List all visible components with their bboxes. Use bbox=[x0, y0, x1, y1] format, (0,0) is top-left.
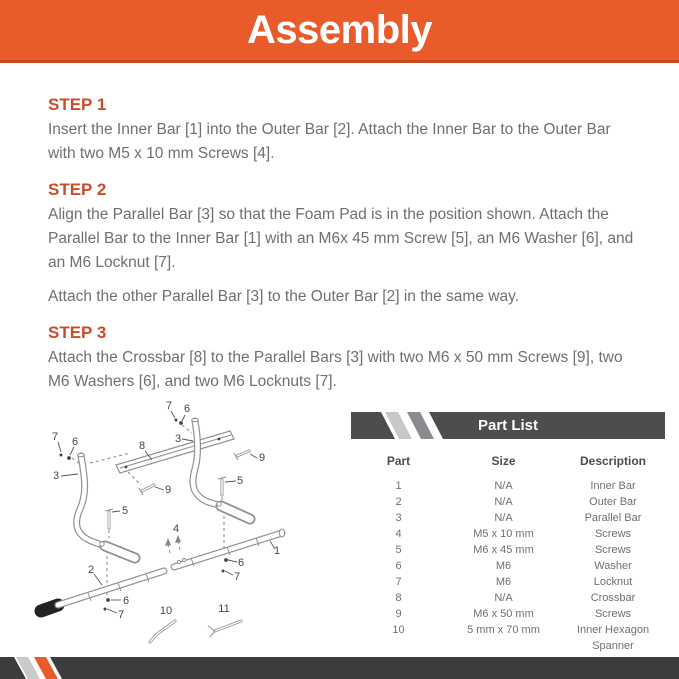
table-cell: Parallel Bar bbox=[584, 512, 642, 524]
step-2-text-1: Align the Parallel Bar [3] so that the Foam Pad is in the position shown. Attach the Parallel Bar to the Inner Bar [1] with an M6x 45 mm Screw [5], an M6 Washer [6], and an M6 Locknut [7]. bbox=[48, 206, 634, 271]
callout-6b: 6 bbox=[122, 595, 130, 607]
callout-6: 6 bbox=[71, 436, 79, 448]
table-cell: 2 bbox=[395, 496, 402, 508]
table-cell: Screws bbox=[594, 544, 632, 556]
part-list-title: Part List bbox=[477, 417, 538, 434]
callout-7d: 7 bbox=[233, 571, 241, 583]
dashed-guides bbox=[72, 425, 224, 596]
table-cell: 6 bbox=[395, 560, 402, 572]
table-cell: Crossbar bbox=[590, 592, 636, 604]
table-cell: 5 mm x 70 mm bbox=[467, 624, 540, 636]
table-cell: Inner Bar bbox=[590, 480, 636, 492]
table-cell: Inner Hexagon Spanner bbox=[576, 624, 650, 652]
table-row bbox=[351, 478, 665, 494]
callout-8: 8 bbox=[138, 440, 146, 452]
table-header-row bbox=[351, 452, 665, 478]
table-cell: Screws bbox=[594, 528, 632, 540]
steps-section bbox=[0, 63, 679, 394]
table-cell: M6 bbox=[495, 560, 512, 572]
step-1-heading: STEP 1 bbox=[48, 95, 107, 114]
inner-bar-part bbox=[174, 529, 285, 567]
callout-7: 7 bbox=[51, 431, 59, 443]
part-list-table bbox=[351, 452, 665, 670]
step-1-text: Insert the Inner Bar [1] into the Outer Bar [2]. Attach the Inner Bar to the Outer Bar with two M5 x 10 mm Screws [4]. bbox=[48, 121, 611, 162]
callout-6c: 6 bbox=[183, 403, 191, 415]
table-cell: M5 x 10 mm bbox=[473, 528, 534, 540]
table-cell: 5 bbox=[395, 544, 402, 556]
table-cell: Locknut bbox=[593, 576, 633, 588]
callout-5b: 5 bbox=[236, 475, 244, 487]
table-cell: 9 bbox=[395, 608, 402, 620]
step-3-heading: STEP 3 bbox=[48, 323, 107, 342]
table-cell: N/A bbox=[494, 512, 513, 524]
column-header-description: Description bbox=[579, 454, 646, 468]
callout-9: 9 bbox=[164, 484, 172, 496]
callout-6d: 6 bbox=[237, 557, 245, 569]
callout-7c: 7 bbox=[165, 400, 173, 412]
hex-spanner-part bbox=[150, 621, 175, 642]
table-cell: Washer bbox=[594, 560, 632, 572]
table-row bbox=[351, 510, 665, 526]
page-footer bbox=[0, 657, 679, 679]
column-header-size: Size bbox=[491, 454, 516, 468]
step-2 bbox=[48, 180, 641, 309]
page-title: Assembly bbox=[247, 7, 432, 52]
callout-5: 5 bbox=[121, 505, 129, 517]
page-header bbox=[0, 0, 679, 63]
step-2-text-2: Attach the other Parallel Bar [3] to the Outer Bar [2] in the same way. bbox=[48, 288, 519, 305]
wrench-part bbox=[208, 621, 241, 637]
callout-7b: 7 bbox=[117, 609, 125, 621]
table-row bbox=[351, 526, 665, 542]
exploded-view-diagram bbox=[14, 394, 336, 654]
callout-3b: 3 bbox=[174, 433, 182, 445]
callout-2: 2 bbox=[87, 564, 95, 576]
outer-bar-part bbox=[41, 571, 164, 611]
footer-stripes bbox=[0, 657, 679, 679]
table-cell: 4 bbox=[395, 528, 402, 540]
table-cell: 3 bbox=[395, 512, 402, 524]
callout-4: 4 bbox=[172, 523, 180, 535]
table-row bbox=[351, 494, 665, 510]
column-header-part: Part bbox=[386, 454, 411, 468]
step-3-text: Attach the Crossbar [8] to the Parallel Bars [3] with two M6 x 50 mm Screws [9], two M6 Washers [6], and two M6 Locknuts [7]. bbox=[48, 349, 623, 390]
callout-10: 10 bbox=[159, 605, 173, 617]
callout-9b: 9 bbox=[258, 452, 266, 464]
part-list-body bbox=[351, 478, 665, 670]
table-row bbox=[351, 558, 665, 574]
step-3 bbox=[48, 323, 641, 394]
callout-3: 3 bbox=[52, 470, 60, 482]
table-cell: 7 bbox=[395, 576, 402, 588]
part-list-panel bbox=[351, 412, 665, 670]
table-row bbox=[351, 590, 665, 606]
callout-11: 11 bbox=[218, 603, 230, 615]
table-row bbox=[351, 606, 665, 622]
step-2-heading: STEP 2 bbox=[48, 180, 107, 199]
table-cell: M6 x 50 mm bbox=[473, 608, 534, 620]
part-list-header bbox=[351, 412, 665, 439]
table-cell: N/A bbox=[494, 592, 513, 604]
table-cell: N/A bbox=[494, 480, 513, 492]
table-cell: 10 bbox=[392, 624, 405, 636]
table-cell: Outer Bar bbox=[589, 496, 637, 508]
step-1 bbox=[48, 95, 641, 166]
callout-1: 1 bbox=[273, 545, 281, 557]
table-cell: M6 bbox=[495, 576, 512, 588]
bottom-section bbox=[14, 394, 665, 670]
table-row bbox=[351, 622, 665, 654]
table-cell: Screws bbox=[594, 608, 632, 620]
table-cell: 8 bbox=[395, 592, 402, 604]
table-cell: M6 x 45 mm bbox=[473, 544, 534, 556]
table-row bbox=[351, 542, 665, 558]
table-cell: 1 bbox=[395, 480, 402, 492]
callout-labels bbox=[52, 400, 280, 621]
table-row bbox=[351, 574, 665, 590]
table-cell: N/A bbox=[494, 496, 513, 508]
